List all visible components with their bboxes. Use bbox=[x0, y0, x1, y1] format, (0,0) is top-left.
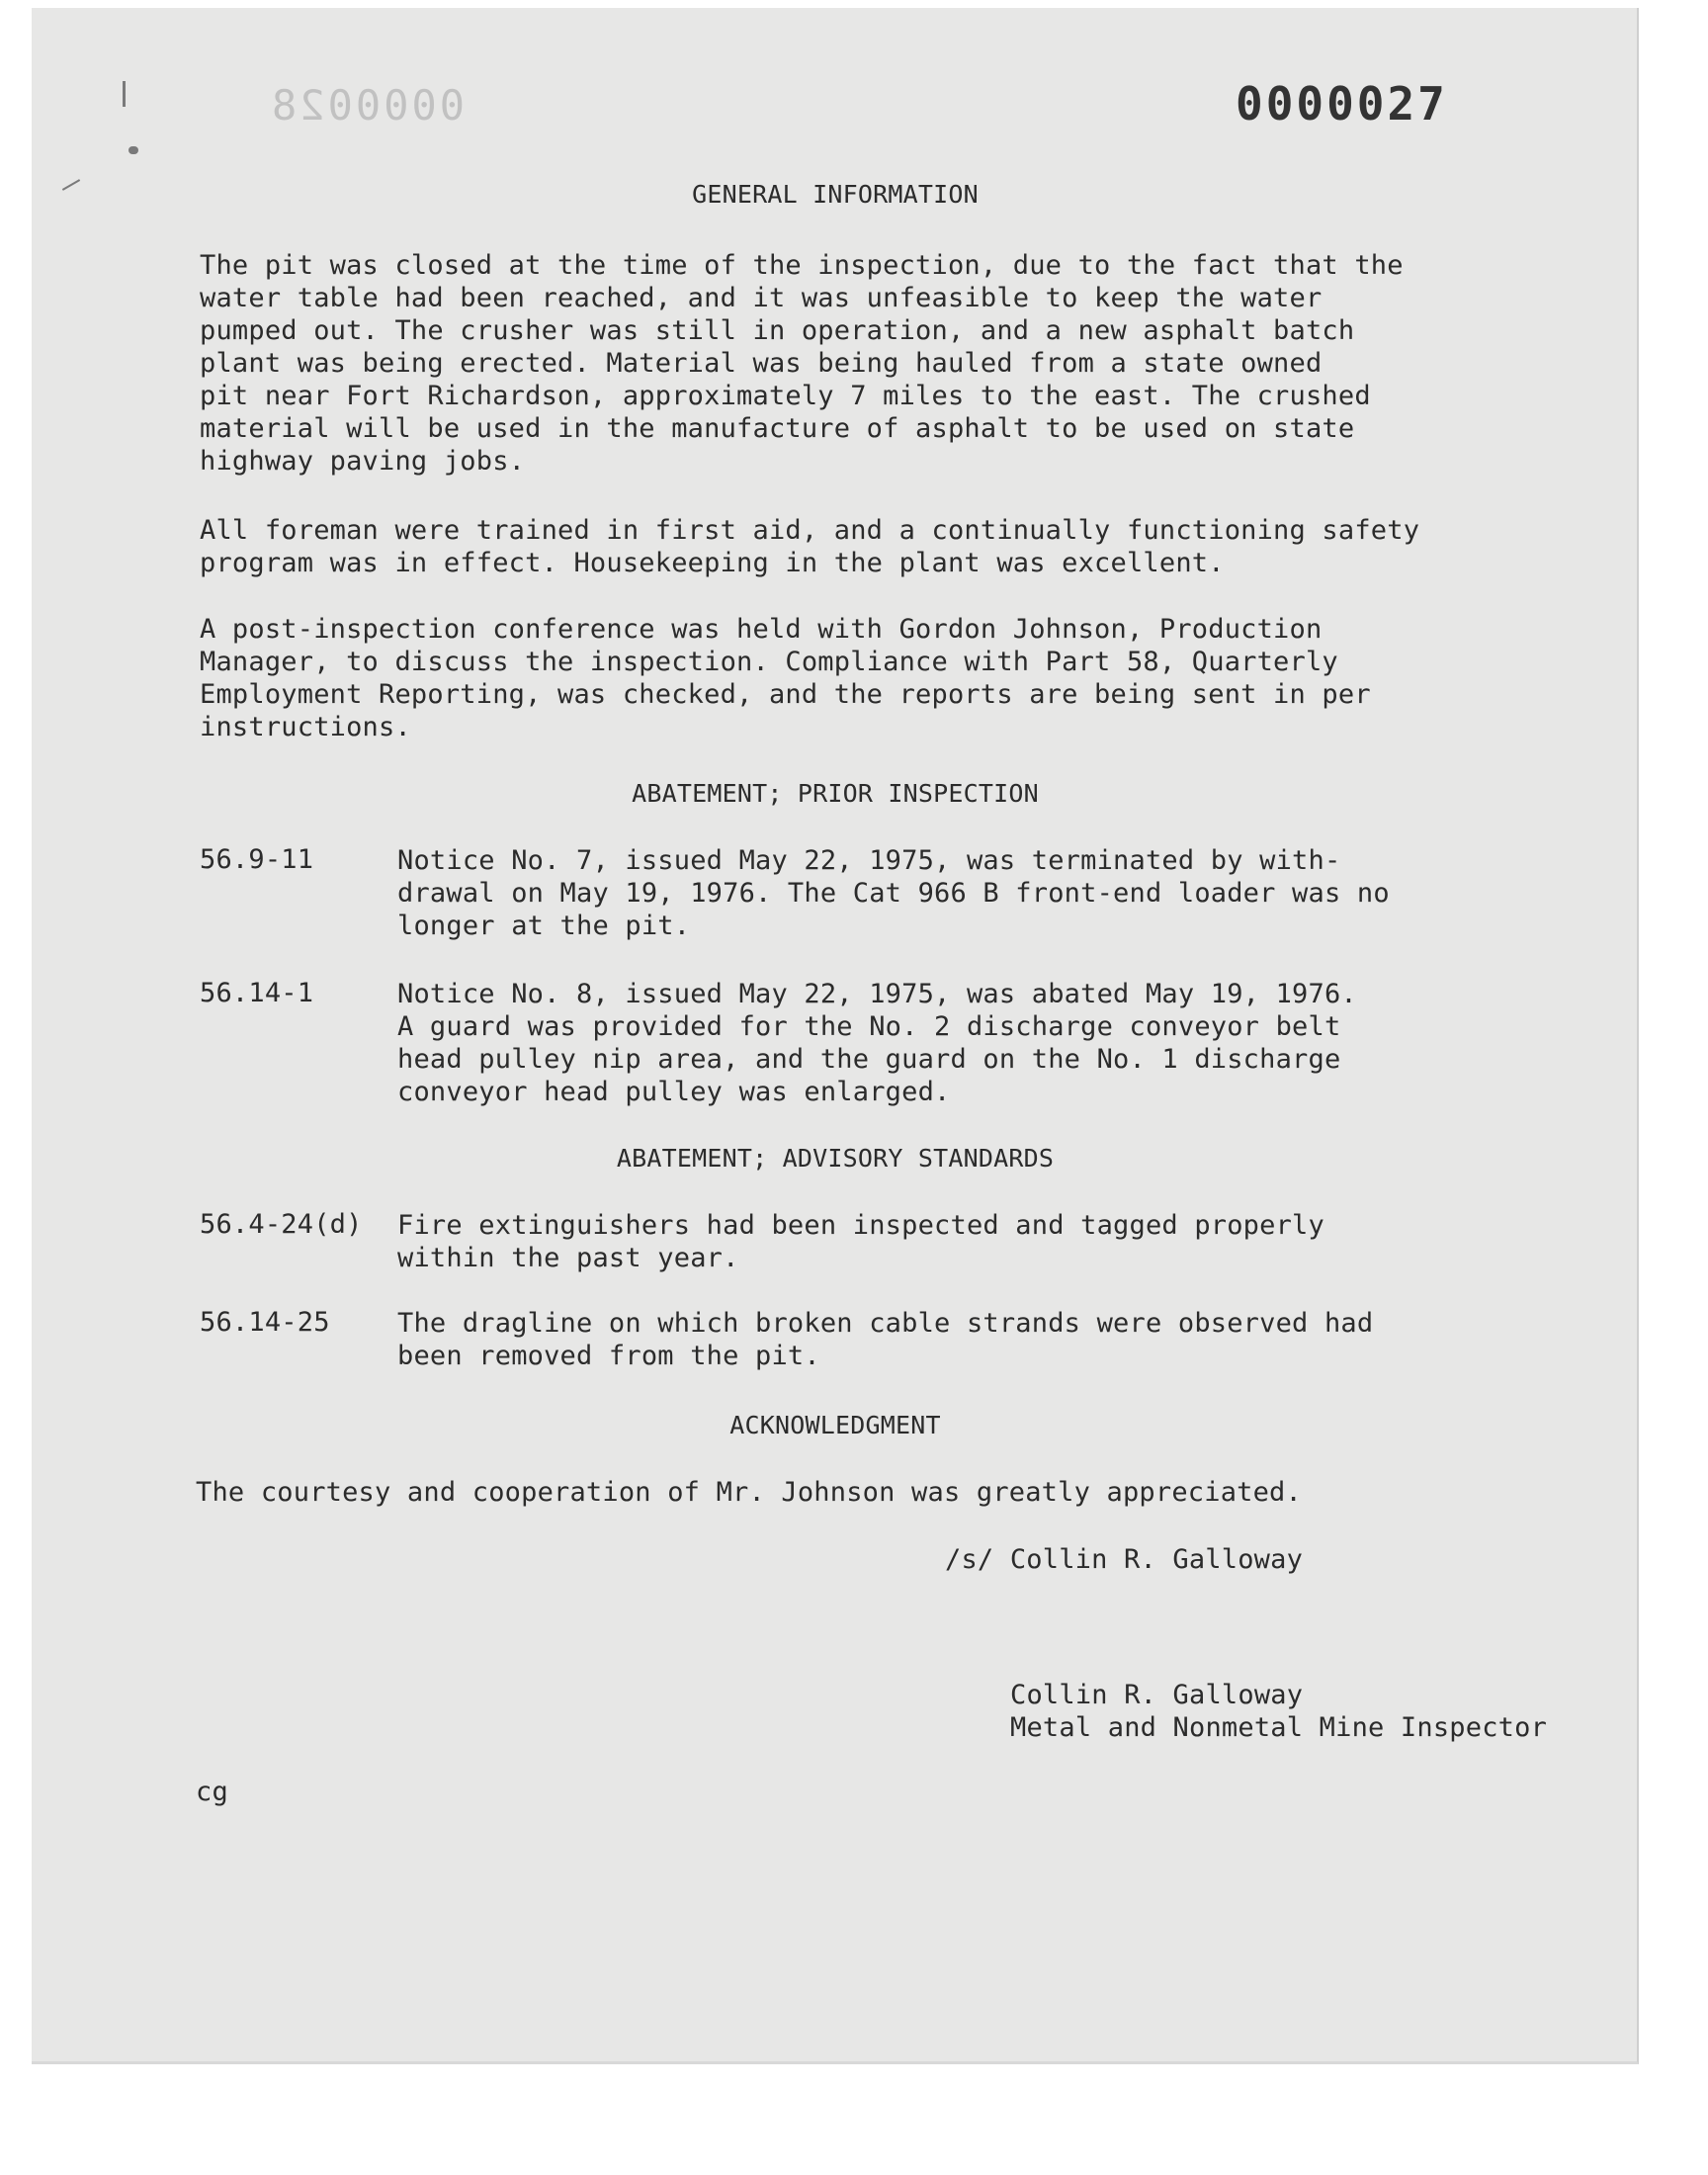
heading-prior-inspection: ABATEMENT; PRIOR INSPECTION bbox=[632, 779, 1039, 808]
general-line: water table had been reached, and it was unfeasible to keep the water bbox=[200, 283, 1323, 313]
item-line: Notice No. 7, issued May 22, 1975, was terminated by with- bbox=[397, 845, 1341, 876]
conference-line: Manager, to discuss the inspection. Compliance with Part 58, Quarterly bbox=[200, 647, 1338, 677]
item-line: within the past year. bbox=[397, 1243, 739, 1273]
conference-line: Employment Reporting, was checked, and the reports are being sent in per bbox=[200, 679, 1371, 710]
acknowledgment-text: The courtesy and cooperation of Mr. Johnson was greatly appreciated. bbox=[196, 1477, 1302, 1508]
bleed-through-page-number: 0000028 bbox=[269, 81, 466, 130]
heading-acknowledgment: ACKNOWLEDGMENT bbox=[729, 1411, 941, 1439]
general-line: pit near Fort Richardson, approximately 7 miles to the east. The crushed bbox=[200, 381, 1371, 411]
foreman-line: All foreman were trained in first aid, and a continually functioning safety bbox=[200, 515, 1420, 546]
general-line: highway paving jobs. bbox=[200, 446, 526, 477]
standard-code: 56.9-11 bbox=[200, 844, 314, 875]
heading-general-information: GENERAL INFORMATION bbox=[692, 180, 979, 209]
standard-code: 56.4-24(d) bbox=[200, 1209, 363, 1240]
typist-initials: cg bbox=[196, 1777, 228, 1807]
conference-line: A post-inspection conference was held with Gordon Johnson, Production bbox=[200, 614, 1323, 645]
conference-line: instructions. bbox=[200, 712, 411, 742]
general-line: material will be used in the manufacture of asphalt to be used on state bbox=[200, 413, 1355, 444]
document-page bbox=[32, 8, 1639, 2064]
heading-advisory-standards: ABATEMENT; ADVISORY STANDARDS bbox=[616, 1144, 1055, 1173]
item-line: drawal on May 19, 1976. The Cat 966 B front-end loader was no bbox=[397, 878, 1390, 909]
general-line: plant was being erected. Material was being hauled from a state owned bbox=[200, 348, 1323, 379]
item-line: been removed from the pit. bbox=[397, 1341, 820, 1371]
item-line: Notice No. 8, issued May 22, 1975, was abated May 19, 1976. bbox=[397, 979, 1357, 1009]
item-line: The dragline on which broken cable strands were observed had bbox=[397, 1308, 1374, 1339]
item-line: A guard was provided for the No. 2 discharge conveyor belt bbox=[397, 1011, 1341, 1042]
foreman-line: program was in effect. Housekeeping in the plant was excellent. bbox=[200, 548, 1225, 578]
staple-mark bbox=[128, 146, 138, 154]
signature-line: /s/ Collin R. Galloway bbox=[945, 1544, 1304, 1575]
item-line: longer at the pit. bbox=[397, 911, 691, 941]
item-line: conveyor head pulley was enlarged. bbox=[397, 1077, 951, 1107]
general-line: The pit was closed at the time of the inspection, due to the fact that the bbox=[200, 250, 1404, 281]
standard-code: 56.14-1 bbox=[200, 978, 314, 1008]
page-number: 0000027 bbox=[1236, 77, 1448, 130]
staple-mark bbox=[123, 81, 126, 107]
signer-name: Collin R. Galloway bbox=[1010, 1680, 1304, 1710]
item-line: Fire extinguishers had been inspected and tagged properly bbox=[397, 1210, 1324, 1241]
standard-code: 56.14-25 bbox=[200, 1307, 330, 1338]
general-line: pumped out. The crusher was still in operation, and a new asphalt batch bbox=[200, 315, 1355, 346]
signer-title: Metal and Nonmetal Mine Inspector bbox=[1010, 1712, 1548, 1743]
item-line: head pulley nip area, and the guard on the No. 1 discharge bbox=[397, 1044, 1341, 1075]
